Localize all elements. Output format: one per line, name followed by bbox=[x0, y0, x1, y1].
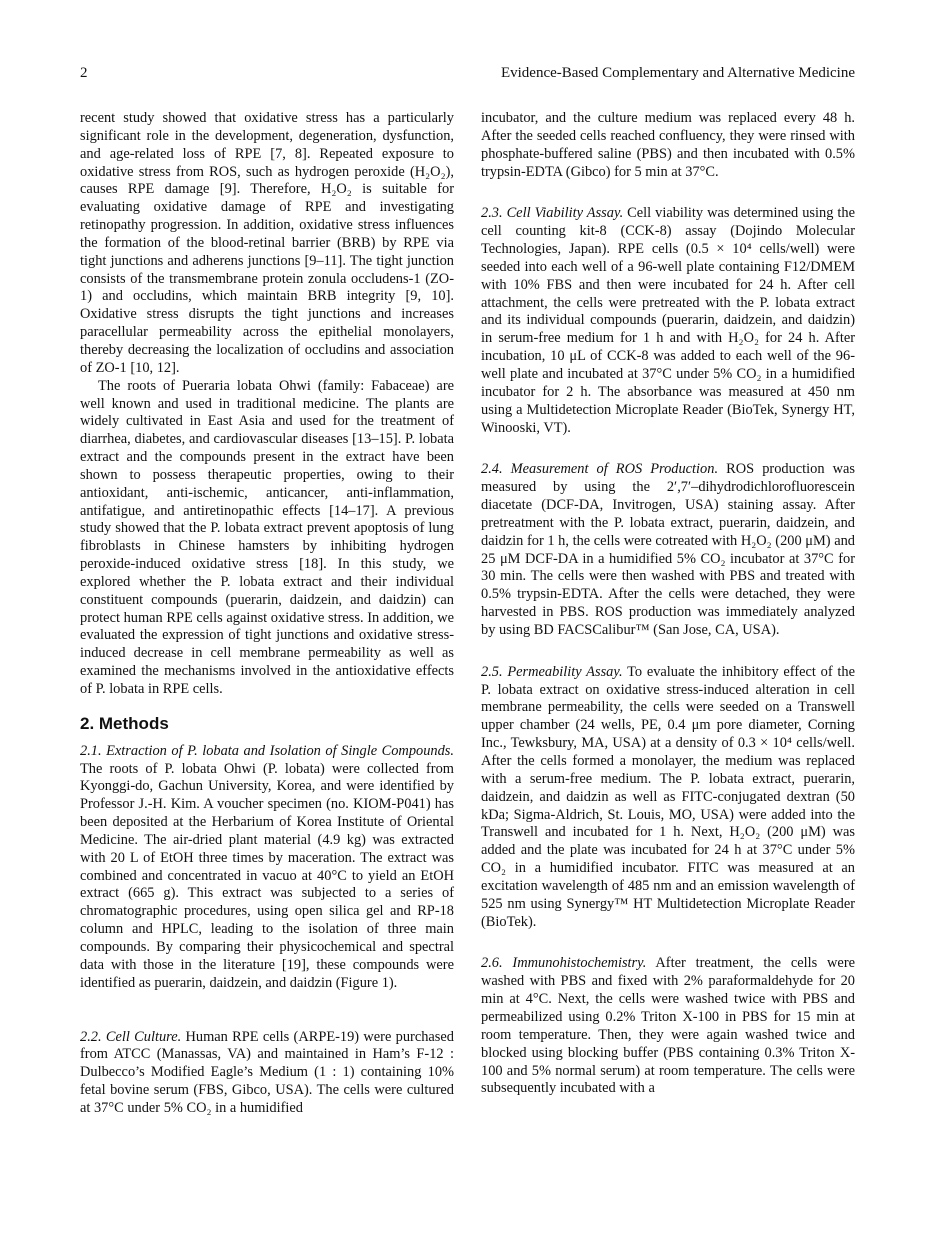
section-2-6-title: 2.6. Immunohistochemistry. bbox=[481, 955, 647, 972]
section-2-4 bbox=[481, 461, 855, 639]
section-2-5 bbox=[481, 664, 855, 932]
section-2-3-text: Cell viability was determined using the cell counting kit-8 (CCK-8) assay (Dojindo Molecular Technologies, Japan). RPE cells (0.5 × 10⁴ cells/well) were seeded into each well of a 96-well plate containing F12/DMEM with 10% FBS and then were incubated for 24 h. After cell attachment, the cells were pretreated with the P. lobata extract and its individual compounds (puerarin, daidzein, and daidzin) in serum-free medium for 1 h and with H₂O₂ for 24 h. After incubation, 10 μL of CCK-8 was added to each well of the 96-well plate and incubated at 37°C under 5% CO₂ in a humidified incubator for 2 h. The absorbance was measured at 450 nm using a Multidetection Microplate Reader (BioTek, Synergy HT, Winooski, VT). bbox=[481, 205, 855, 436]
journal-title: Evidence-Based Complementary and Alternative Medicine bbox=[500, 65, 855, 81]
section-2-2-title: 2.2. Cell Culture. bbox=[80, 1028, 182, 1045]
section-2-4-text: ROS production was measured by using the 2′,7′–dihydrodichlorofluorescein diacetate (DCF-DA, Invitrogen, USA) staining assay. After pretreatment with the P. lobata extract, puerarin, daidzein, and daidzin for 1 h, the cells were cotreated with H₂O₂ (200 μM) and 25 μM DCF-DA in a humidified 5% CO₂ incubator at 37°C for 30 min. The cells were then washed with PBS and treated with 0.5% trypsin-EDTA. After the cells were detached, they were harvested in PBS. ROS production was immediately analyzed by using BD FACSCalibur™ (San Jose, CA, USA). bbox=[481, 461, 856, 638]
page-number: 2 bbox=[80, 65, 88, 81]
right-column bbox=[481, 110, 855, 1098]
section-2-1-title: 2.1. Extraction of P. lobata and Isolation of Single Compounds. bbox=[80, 742, 454, 759]
section-2-2 bbox=[80, 1029, 454, 1118]
left-column bbox=[80, 110, 454, 1118]
section-2-5-text: To evaluate the inhibitory effect of the P. lobata extract on oxidative stress-induced alteration in cell membrane permeability, the cells were seeded on a Transwell upper chamber (24 wells, PE, 0.4 μm pore diameter, Corning Inc., Tewksbury, MA, USA) at a density of 0.3 × 10⁴ cells/well. After the cells formed a monolayer, the medium was replaced with a serum-free medium. The P. lobata extract, puerarin, daidzein, and daidzin as well as FITC-conjugated dextran (50 kDa; Sigma-Aldrich, St. Louis, MO, USA) were added into the Transwell and incubated for 1 h. Next, H₂O₂ (200 μM) was added and the plate was incubated for 24 h at 37°C under 5% CO₂ in a humidified incubator. FITC was measured at an excitation wavelength of 485 nm and an emission wavelength of 525 nm using Synergy™ HT Multidetection Microplate Reader (BioTek). bbox=[481, 663, 856, 930]
section-2-1-text: The roots of P. lobata Ohwi (P. lobata) were collected from Kyonggi-do, Gachun University, Korea, and were identified by Professor J.-H. Kim. A voucher specimen (no. KIOM-P041) has been deposited at the Herbarium of Korea Institute of Oriental Medicine. The air-dried plant material (4.9 kg) was extracted with 20 L of EtOH three times by maceration. The extract was combined and concentrated in vacuo at 40°C to yield an EtOH extract (665 g). This extract was subjected to a series of chromatographic procedures, using open silica gel and RP-18 column and HPLC, leading to the isolation of three main compounds. By comparing their physicochemical and spectral data with those in the literature [19], these compounds were identified as puerarin, daidzein, and daidzin (Figure 1). bbox=[80, 760, 454, 991]
section-2-4-title: 2.4. Measurement of ROS Production. bbox=[481, 461, 719, 478]
section-2-5-title: 2.5. Permeability Assay. bbox=[481, 663, 623, 680]
cell-culture-continued: incubator, and the culture medium was replaced every 48 h. After the seeded cells reached confluency, they were rinsed with phosphate-buffered saline (PBS) and then incubated with 0.5% trypsin-EDTA (Gibco) for 5 min at 37°C. bbox=[481, 110, 855, 180]
section-2-6-text: After treatment, the cells were washed with PBS and fixed with 2% paraformaldehyde for 20 min at 4°C. Next, the cells were washed twice with PBS and permeabilized using 0.2% Triton X-100 in PBS for 15 min at room temperature. Then, they were again washed twice and blocked using blocking buffer (PBS containing 0.3% Triton X-100 and 5% normal serum) at room temperature. The cells were subsequently incubated with a bbox=[481, 955, 855, 1097]
intro-paragraph-2: The roots of Pueraria lobata Ohwi (family: Fabaceae) are well known and used in traditional medicine. The plants are widely cultivated in East Asia and used for the treatment of diarrhea, diabetes, and cardiovascular diseases [13–15]. P. lobata extract and the compounds present in the extract have been shown to possess therapeutic properties, owing to their antioxidant, anti-ischemic, anticancer, anti-inflammation, antifatigue, and antiretinopathic effects [14–17]. A previous study showed that the P. lobata extract prevent apoptosis of lung fibroblasts in Chinese hamsters by inhibiting hydrogen peroxide-induced oxidative stress [18]. In this study, we explored whether the P. lobata extract and their individual constituent compounds (puerarin, daidzein, and daidzin) can protect human RPE cells against oxidative stress. In addition, we evaluated the expression of tight junctions and oxidative stress-induced decrease in cell membrane permeability as well as examined the mechanisms involved in the antioxidative effects of P. lobata in RPE cells. bbox=[80, 377, 454, 697]
section-2-3-title: 2.3. Cell Viability Assay. bbox=[481, 205, 624, 222]
section-2-2-text: Human RPE cells (ARPE-19) were purchased from ATCC (Manassas, VA) and maintained in Ham’s F-12 : Dulbecco’s Modified Eagle’s Medium (1 : 1) containing 10% fetal bovine serum (FBS, Gibco, USA). The cells were cultured at 37°C under 5% CO₂ in a humidified bbox=[80, 1028, 454, 1116]
section-2-3 bbox=[481, 205, 855, 437]
section-2-6 bbox=[481, 955, 855, 1098]
methods-heading: 2. Methods bbox=[80, 713, 169, 733]
intro-paragraph-1: recent study showed that oxidative stress has a particularly significant role in the development, degeneration, dysfunction, and age-related loss of RPE [7, 8]. Repeated exposure to oxidative stress from ROS, such as hydrogen peroxide (H₂O₂), causes RPE damage [9]. Therefore, H₂O₂ is suitable for evaluating oxidative damage of RPE and investigating retinopathy progression. In addition, oxidative stress influences the formation of the blood-retinal barrier (BRB) by RPE via tight junctions and adherens junctions [9–11]. The tight junction consists of the transmembrane protein zonula occludens-1 (ZO-1) and occludins, which maintain BRB integrity [9, 10]. Oxidative stress disrupts the tight junctions and increases paracellular permeability across the epithelial monolayers, thereby decreasing the localization of occludins and association of ZO-1 [10, 12]. bbox=[80, 110, 454, 376]
section-2-1 bbox=[80, 743, 454, 993]
